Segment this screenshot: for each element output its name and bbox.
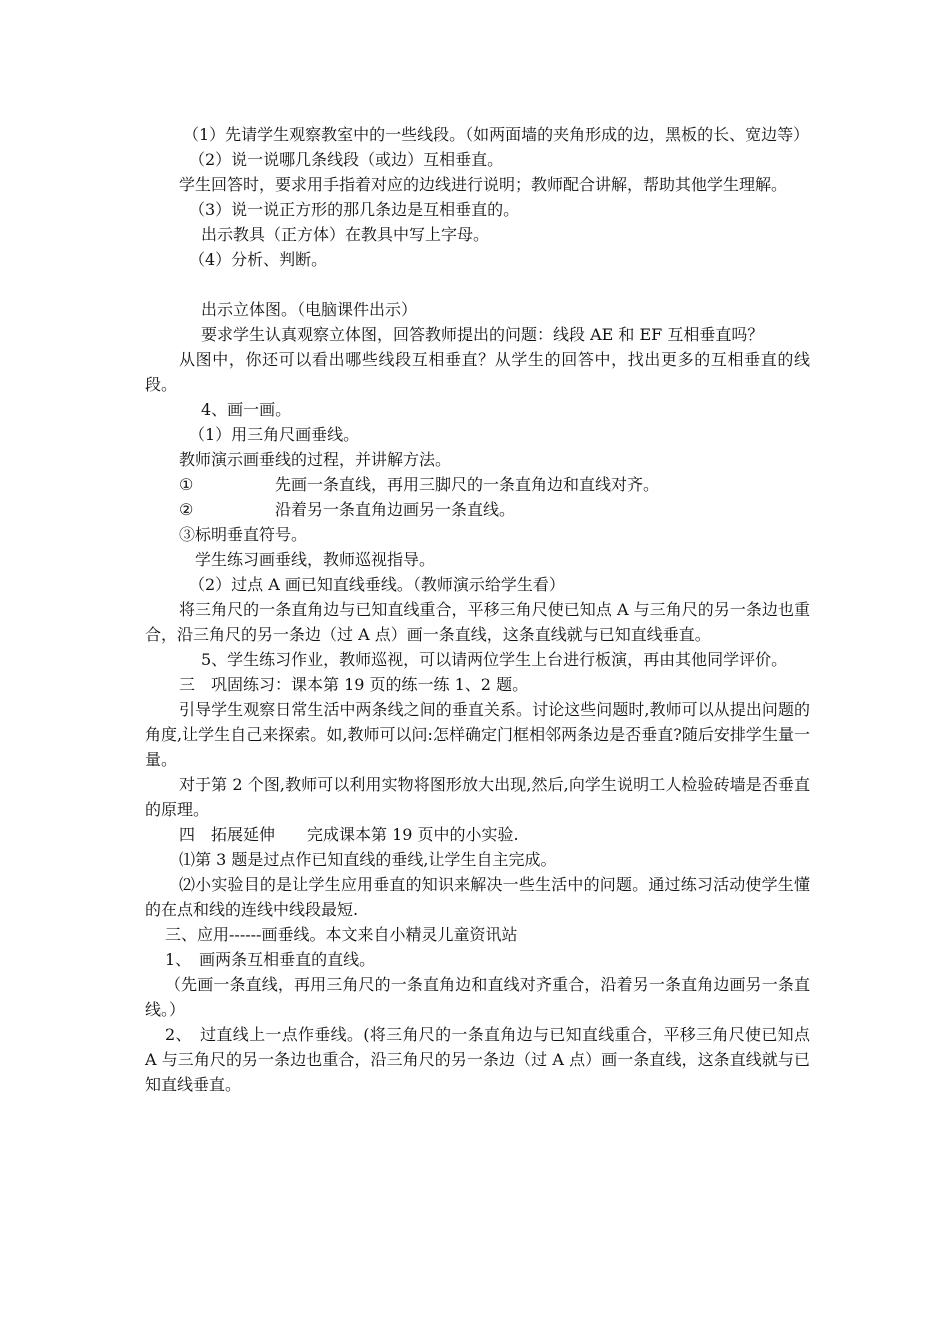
step-item	[145, 472, 810, 497]
paragraph: 2、 过直线上一点作垂线。(将三角尺的一条直角边与已知直线重合，平移三角尺使已知点 A 与三角尺的另一条边也重合，沿三角尺的另一条边（过 A 点）画一条直线，这条直线就与已知直线垂直。	[145, 1025, 816, 1094]
paragraph: 将三角尺的一条直角边与已知直线重合，平移三角尺使已知点 A 与三角尺的另一条边也重合，沿三角尺的另一条边（过 A 点）画一条直线，这条直线就与已知直线垂直。	[145, 600, 810, 644]
section-heading: 4、画一画。	[201, 400, 292, 419]
paragraph: （先画一条直线，再用三角尺的一条直角边和直线对齐重合，沿着另一条直角边画另一条直线。）	[145, 975, 810, 1019]
paragraph: 出示立体图。（电脑课件出示）	[201, 300, 418, 319]
section-heading: 三 巩固练习：课本第 19 页的练一练 1、2 题。	[179, 675, 529, 694]
paragraph: ⑵小实验目的是让学生应用垂直的知识来解决一些生活中的问题。通过练习活动使学生懂的在点和线的连线中线段最短.	[145, 875, 810, 919]
paragraph: 教师演示画垂线的过程，并讲解方法。	[179, 450, 452, 469]
paragraph: 学生回答时，要求用手指着对应的边线进行说明；教师配合讲解，帮助其他学生理解。	[179, 175, 788, 194]
paragraph: 1、 画两条互相垂直的直线。	[165, 950, 376, 969]
paragraph: 学生练习画垂线，教师巡视指导。	[195, 550, 436, 569]
paragraph: ⑴第 3 题是过点作已知直线的垂线,让学生自主完成。	[179, 850, 557, 869]
section-heading: 三、应用------画垂线。本文来自小精灵儿童资讯站	[165, 925, 518, 944]
paragraph: 出示教具（正方体）在教具中写上字母。	[201, 225, 490, 244]
paragraph: （4）分析、判断。	[189, 250, 328, 269]
paragraph: ③标明垂直符号。	[179, 525, 308, 544]
paragraph: （3）说一说正方形的那几条边是互相垂直的。	[189, 200, 520, 219]
paragraph: （1）先请学生观察教室中的一些线段。（如两面墙的夹角形成的边，黑板的长、宽边等）	[183, 125, 810, 144]
step-number: ①	[179, 475, 194, 494]
paragraph: （2）说一说哪几条线段（或边）互相垂直。	[189, 150, 504, 169]
paragraph: 要求学生认真观察立体图，回答教师提出的问题：线段 AE 和 EF 互相垂直吗？	[201, 325, 764, 344]
blank-line	[145, 272, 810, 297]
step-text: 沿着另一条直角边画另一条直线。	[275, 500, 516, 519]
paragraph: 引导学生观察日常生活中两条线之间的垂直关系。讨论这些问题时,教师可以从提出问题的角度,让学生自己来探索。如,教师可以问:怎样确定门框相邻两条边是否垂直?随后安排学生量一量。	[145, 700, 810, 769]
section-heading: 四 拓展延伸 完成课本第 19 页中的小实验.	[179, 825, 519, 844]
paragraph: 5、学生练习作业，教师巡视，可以请两位学生上台进行板演，再由其他同学评价。	[201, 650, 788, 669]
paragraph: （1）用三角尺画垂线。	[189, 425, 360, 444]
step-item	[145, 497, 810, 522]
paragraph: 从图中，你还可以看出哪些线段互相垂直？从学生的回答中，找出更多的互相垂直的线段。	[145, 350, 810, 394]
paragraph: 对于第 2 个图,教师可以利用实物将图形放大出现,然后,向学生说明工人检验砖墙是否垂直的原理。	[145, 775, 810, 819]
step-text: 先画一条直线，再用三脚尺的一条直角边和直线对齐。	[275, 475, 660, 494]
paragraph: （2）过点 A 画已知直线垂线。（教师演示给学生看）	[189, 575, 565, 594]
document-body	[145, 122, 816, 1097]
step-number: ②	[179, 500, 194, 519]
